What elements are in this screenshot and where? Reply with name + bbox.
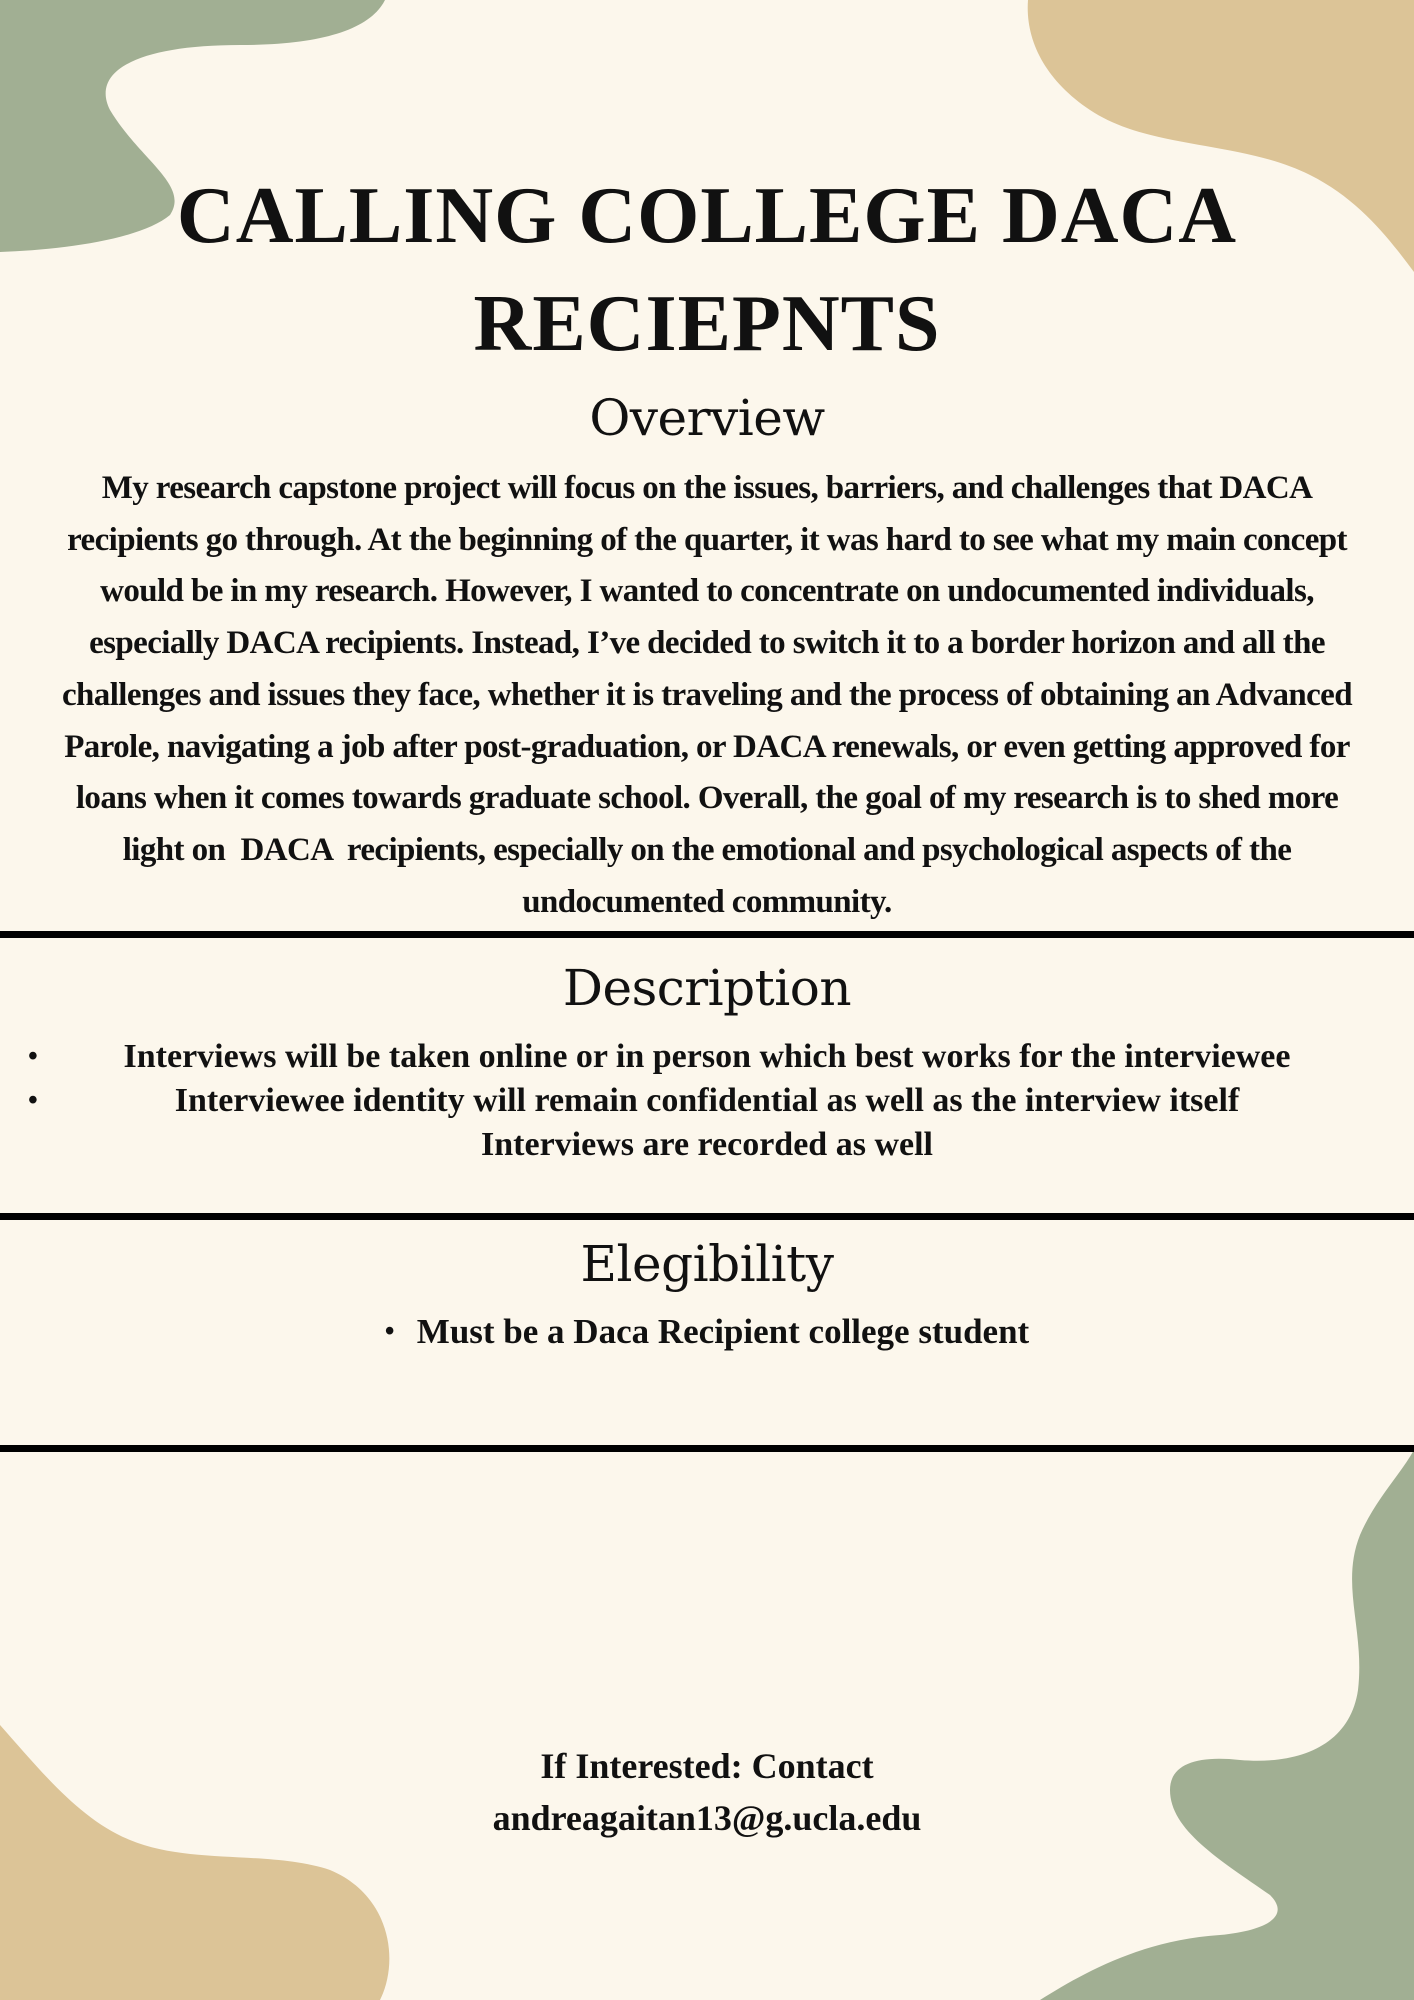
list-item <box>0 1123 1414 1167</box>
list-item <box>385 1310 1029 1354</box>
title-line-1: CALLING COLLEGE DACA <box>176 172 1238 260</box>
eligibility-heading: Elegibility <box>580 1235 834 1293</box>
list-item <box>0 1035 1414 1079</box>
overview-paragraph <box>20 463 1394 928</box>
bullet-icon: • <box>384 1316 395 1347</box>
title-line-2: RECIEPNTS <box>473 280 941 368</box>
overview-heading: Overview <box>589 389 825 447</box>
section-divider <box>0 1213 1414 1220</box>
overview-line: light on DACA recipients, especially on the emotional and psychological aspects of the <box>122 831 1292 868</box>
overview-line: challenges and issues they face, whether it is traveling and the process of obtaining an Advanced <box>62 676 1352 713</box>
list-item-text: Interviews will be taken online or in person which best works for the interviewee <box>123 1038 1291 1075</box>
list-item-text: Interviewee identity will remain confidential as well as the interview itself <box>174 1082 1240 1119</box>
overview-line: undocumented community. <box>522 883 892 920</box>
section-divider <box>0 931 1414 938</box>
overview-line: especially DACA recipients. Instead, I’ve decided to switch it to a border horizon and all the <box>89 625 1325 662</box>
overview-line: Parole, navigating a job after post-graduation, or DACA renewals, or even getting approved for <box>64 728 1350 765</box>
list-item-text: Interviews are recorded as well <box>481 1126 933 1163</box>
contact-block <box>0 1740 1414 1844</box>
section-divider <box>0 1445 1414 1452</box>
overview-line: recipients go through. At the beginning of the quarter, it was hard to see what my main concept <box>67 521 1347 558</box>
list-item <box>0 1079 1414 1123</box>
overview-line: loans when it comes towards graduate school. Overall, the goal of my research is to shed more <box>75 780 1339 817</box>
bullet-icon: • <box>28 1041 38 1072</box>
overview-line: My research capstone project will focus on the issues, barriers, and challenges that DACA <box>101 470 1313 506</box>
contact-email[interactable]: andreagaitan13@g.ucla.edu <box>492 1798 922 1838</box>
poster-title <box>0 162 1414 378</box>
overview-line: would be in my research. However, I wanted to concentrate on undocumented individuals, <box>100 573 1314 610</box>
contact-label: If Interested: Contact <box>540 1746 874 1786</box>
eligibility-list <box>0 1310 1414 1354</box>
description-list <box>0 1035 1414 1167</box>
description-heading: Description <box>562 959 852 1017</box>
list-item-text: Must be a Daca Recipient college student <box>416 1312 1030 1351</box>
bullet-icon: • <box>28 1085 38 1116</box>
